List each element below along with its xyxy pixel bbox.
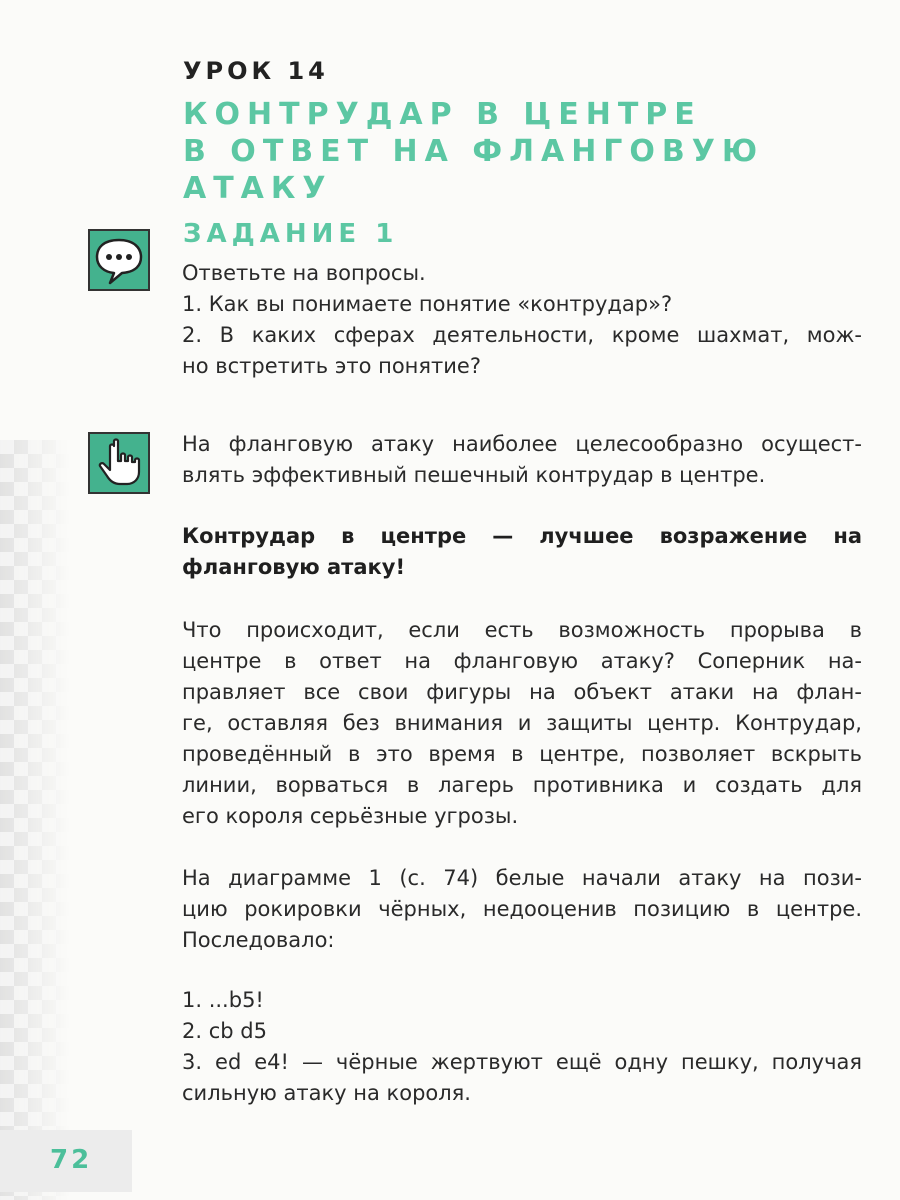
lesson-label: УРОК 14 — [183, 57, 329, 85]
page-number: 72 — [50, 1145, 93, 1175]
highlight-line: фланговую атаку! — [182, 555, 406, 579]
title-line: АТАКУ — [183, 171, 333, 206]
speech-bubble-icon — [88, 229, 150, 291]
move-line: сильную атаку на короля. — [182, 1081, 471, 1105]
task-line: но встретить это понятие? — [182, 354, 481, 378]
highlight-statement — [182, 521, 862, 583]
paragraph-line: его короля серьёзные угрозы. — [182, 804, 519, 828]
checkered-margin — [0, 440, 70, 1200]
tip-text — [182, 429, 862, 491]
task-line: Ответьте на вопросы. — [182, 261, 426, 285]
title-line: КОНТРУДАР В ЦЕНТРЕ — [183, 97, 702, 132]
task-line: 2. В каких сферах деятельности, кроме шахмат, мож- — [182, 323, 862, 347]
move-list — [182, 985, 862, 1109]
paragraph-line: линии, ворваться в лагерь противника и создать для — [182, 773, 862, 797]
paragraph-line: центре в ответ на фланговую атаку? Соперник на- — [182, 649, 862, 673]
paragraph-1 — [182, 615, 862, 832]
highlight-line: Контрудар в центре — лучшее возражение на — [182, 524, 862, 548]
title-line: В ОТВЕТ НА ФЛАНГОВУЮ — [183, 134, 765, 169]
tip-line: влять эффективный пешечный контрудар в центре. — [182, 463, 766, 487]
pointing-hand-icon — [88, 432, 150, 494]
paragraph-line: цию рокировки чёрных, недооценив позицию в центре. — [182, 897, 862, 921]
move-line: 3. ed e4! — чёрные жертвуют ещё одну пешку, получая — [182, 1050, 862, 1074]
paragraph-line: На диаграмме 1 (с. 74) белые начали атаку на пози- — [182, 866, 862, 890]
paragraph-2 — [182, 863, 862, 956]
paragraph-line: Что происходит, если есть возможность прорыва в — [182, 618, 862, 642]
lesson-title — [183, 96, 764, 207]
paragraph-line: ге, оставляя без внимания и защиты центр. Контрудар, — [182, 711, 862, 735]
paragraph-line: правляет все свои фигуры на объект атаки на флан- — [182, 680, 862, 704]
task-heading: ЗАДАНИЕ 1 — [183, 219, 399, 249]
task-questions — [182, 258, 862, 382]
task-line: 1. Как вы понимаете понятие «контрудар»? — [182, 292, 673, 316]
paragraph-line: Последовало: — [182, 928, 335, 952]
move-line: 2. cb d5 — [182, 1019, 267, 1043]
tip-line: На фланговую атаку наиболее целесообразно осущест- — [182, 432, 862, 456]
paragraph-line: проведённый в это время в центре, позволяет вскрыть — [182, 742, 862, 766]
move-line: 1. ...b5! — [182, 988, 264, 1012]
